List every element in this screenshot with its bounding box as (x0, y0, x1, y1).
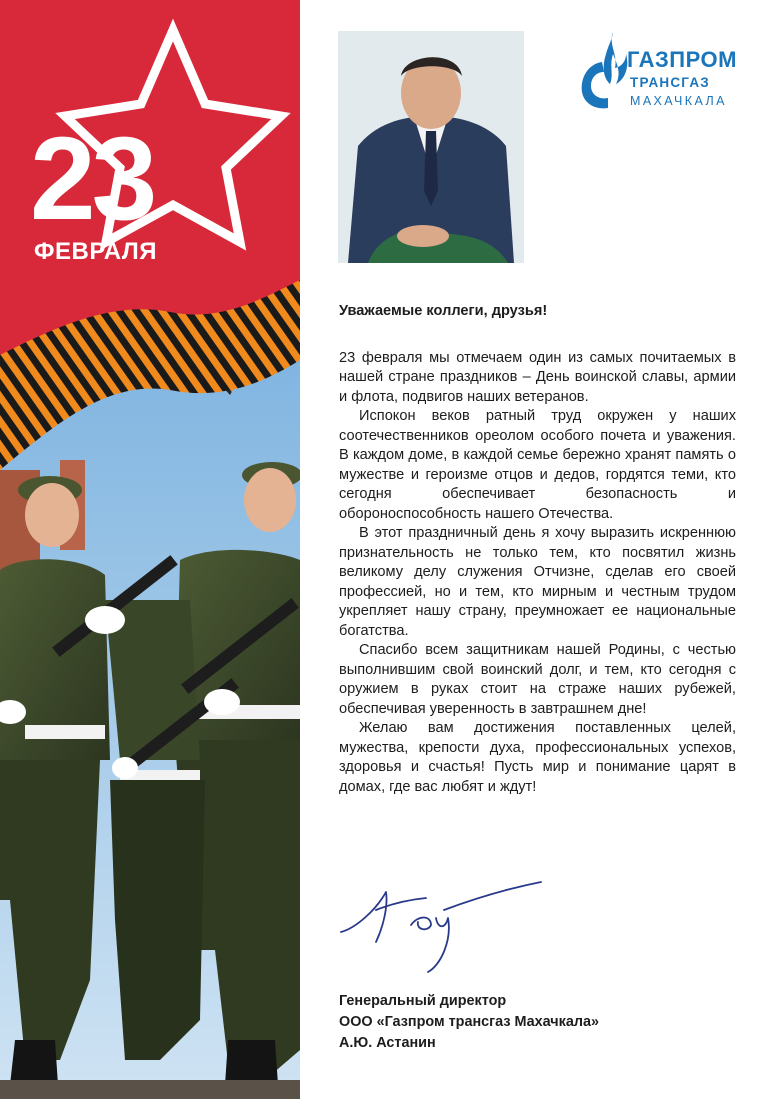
holiday-date-month: ФЕВРАЛЯ (34, 238, 157, 265)
letter-paragraph: Желаю вам достижения поставленных целей, мужества, крепости духа, профессиональных успехов, здоровья и счастья! Пусть мир и понимание царят в домах, где вас любят и ждут! (339, 720, 736, 795)
flame-icon (578, 32, 628, 112)
cobblestone-ground (0, 1080, 300, 1099)
letter-paragraph: 23 февраля мы отмечаем один из самых почитаемых в нашей стране праздников – День воинской славы, армии и флота, подвигов наших ветеранов. (339, 349, 736, 405)
letter-paragraph: Спасибо всем защитникам нашей Родины, с честью выполнившим свой воинский долг, и тем, кто сегодня с оружием в руках стоит на страже наших рубежей, обеспечивая уверенность в завтрашнем дне! (339, 642, 736, 717)
logo-city: МАХАЧКАЛА (630, 94, 727, 108)
letter-greeting: Уважаемые коллеги, друзья! (339, 303, 548, 319)
logo-subtitle: ТРАНСГАЗ (630, 75, 710, 90)
letter-paragraph: Испокон веков ратный труд окружен у наших соотечественников ореолом особого почета и уважения. В каждом доме, в каждой семье бережно хранят память о мужестве и героизме отцов и дедов, гордятся теми, кто сегодня обеспечивает безопасность и обороноспособность нашего Отечества. (339, 408, 736, 522)
logo-title: ГАЗПРОМ (627, 47, 737, 72)
handwritten-signature (336, 870, 546, 975)
director-photo (338, 31, 524, 263)
signatory-position: Генеральный директор (339, 993, 507, 1009)
signatory-company: ООО «Газпром трансгаз Махачкала» (339, 1014, 599, 1030)
signatory-block (339, 991, 739, 1054)
letter-paragraph: В этот праздничный день я хочу выразить искреннюю признательность не только тем, кто посвятил жизнь великому делу служения Отчизне, сделав его своей профессией, но и тем, кто мирным и честным трудом укрепляет нашу страну, преумножает ее национальные богатства. (339, 525, 736, 639)
company-logo (578, 32, 740, 122)
signatory-name: А.Ю. Астанин (339, 1035, 436, 1051)
letter-body (339, 302, 736, 797)
holiday-banner (0, 0, 300, 1099)
holiday-date-number: 23 (30, 113, 154, 245)
